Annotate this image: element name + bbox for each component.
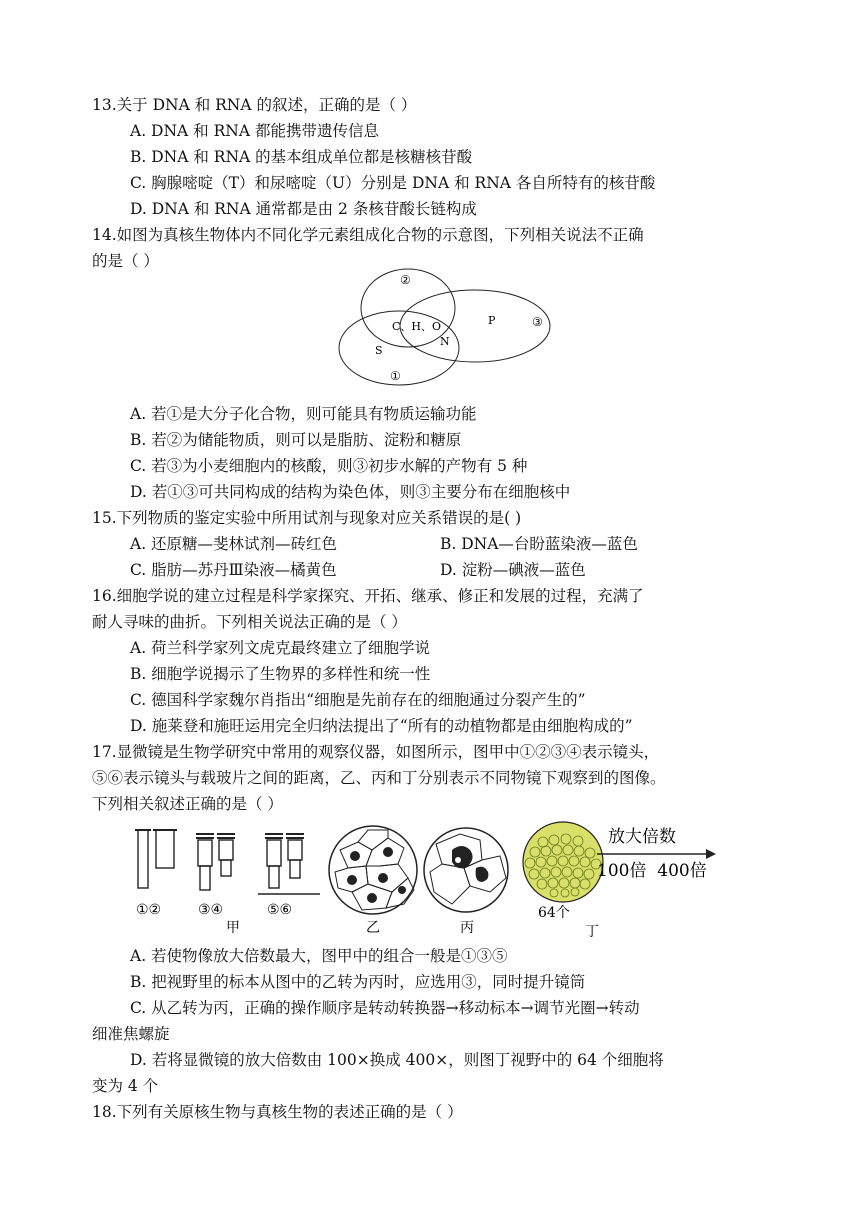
cell-count-label: 64个 — [538, 905, 570, 921]
venn-label-2: ② — [400, 273, 411, 287]
eyepiece-lens-2 — [153, 830, 177, 868]
q16-stem-line2: 耐人寻味的曲折。下列相关说法正确的是（ ） — [92, 613, 407, 631]
q14-option-d: D. 若①③可共同构成的结构为染色体，则③主要分布在细胞核中 — [130, 483, 571, 501]
label-ding: 丁 — [585, 924, 599, 938]
q17-stem-line1: 17.显微镜是生物学研究中常用的观察仪器，如图所示，图甲中①②③④表示镜头， — [92, 743, 660, 761]
q17-stem-line2: ⑤⑥表示镜头与载玻片之间的距离，乙、丙和丁分别表示不同物镜下观察到的图像。 — [92, 769, 666, 787]
q17-option-d-line1: D. 若将显微镜的放大倍数由 100×换成 400×，则图丁视野中的 64 个细胞将 — [130, 1051, 664, 1069]
venn-element-p: P — [488, 314, 496, 327]
q14-stem-line2: 的是（ ） — [92, 252, 159, 270]
q15-option-b: B. DNA—台盼蓝染液—蓝色 — [440, 535, 638, 553]
q13-option-d: D. DNA 和 RNA 通常都是由 2 条核苷酸长链构成 — [130, 200, 477, 218]
q15-option-c: C. 脂肪—苏丹Ⅲ染液—橘黄色 — [130, 561, 337, 579]
q15-stem: 15.下列物质的鉴定实验中所用试剂与现象对应关系错误的是( ) — [92, 509, 522, 527]
objective-distance-6 — [286, 834, 304, 878]
q16-option-a: A. 荷兰科学家列文虎克最终建立了细胞学说 — [130, 639, 431, 657]
venn-label-1: ① — [390, 369, 401, 383]
q16-option-b: B. 细胞学说揭示了生物界的多样性和统一性 — [130, 665, 431, 683]
q16-option-d: D. 施莱登和施旺运用完全归纳法提出了“所有的动植物都是由细胞构成的” — [130, 717, 633, 735]
magnification-arrow — [597, 849, 716, 859]
q14-stem-line1: 14.如图为真核生物体内不同化学元素组成化合物的示意图，下列相关说法不正确 — [92, 226, 644, 244]
q17-option-a: A. 若使物像放大倍数最大，图甲中的组合一般是①③⑤ — [130, 947, 508, 965]
lens-label-56: ⑤⑥ — [267, 902, 293, 918]
q14-option-c: C. 若③为小麦细胞内的核酸，则③初步水解的产物有 5 种 — [130, 457, 528, 475]
objective-lens-3 — [196, 834, 214, 890]
q16-stem-line1: 16.细胞学说的建立过程是科学家探究、开拓、继承、修正和发展的过程，充满了 — [92, 587, 644, 605]
microscope-figure — [130, 820, 720, 938]
q13-option-b: B. DNA 和 RNA 的基本组成单位都是核糖核苷酸 — [130, 148, 473, 166]
q17-option-b: B. 把视野里的标本从图中的乙转为丙时，应选用③，同时提升镜筒 — [130, 973, 586, 991]
q13-option-c: C. 胸腺嘧啶（T）和尿嘧啶（U）分别是 DNA 和 RNA 各自所特有的核苷酸 — [130, 174, 656, 192]
magnification-values: 100倍 400倍 — [597, 861, 707, 881]
q14-option-a: A. 若①是大分子化合物，则可能具有物质运输功能 — [130, 405, 477, 423]
q14-option-b: B. 若②为储能物质，则可以是脂肪、淀粉和糖原 — [130, 431, 462, 449]
q15-option-a: A. 还原糖—斐林试剂—砖红色 — [130, 535, 338, 553]
lens-label-12: ①② — [136, 902, 162, 918]
q18-stem: 18.下列有关原核生物与真核生物的表述正确的是（ ） — [92, 1103, 463, 1121]
venn-label-3: ③ — [532, 315, 543, 329]
objective-lens-4 — [217, 834, 235, 876]
venn-element-n: N — [440, 335, 450, 348]
label-jia: 甲 — [226, 920, 240, 936]
venn-diagram — [330, 262, 560, 390]
venn-center-elements: C、H、O — [392, 320, 442, 333]
q16-option-c: C. 德国科学家魏尔肖指出“细胞是先前存在的细胞通过分裂产生的” — [130, 691, 586, 709]
venn-element-s: S — [375, 344, 383, 357]
q17-option-c-line1: C. 从乙转为丙，正确的操作顺序是转动转换器→移动标本→调节光圈→转动 — [130, 999, 640, 1017]
q17-option-c-line2: 细准焦螺旋 — [92, 1025, 170, 1043]
lens-label-34: ③④ — [198, 902, 224, 918]
label-yi: 乙 — [366, 920, 380, 936]
objective-distance-5 — [265, 834, 283, 888]
magnification-title: 放大倍数 — [608, 827, 676, 847]
eyepiece-lens-1 — [135, 830, 151, 888]
q17-stem-line3: 下列相关叙述正确的是（ ） — [92, 795, 283, 813]
label-bing: 丙 — [460, 920, 474, 936]
q17-option-d-line2: 变为 4 个 — [92, 1077, 159, 1095]
field-view-yi — [329, 826, 417, 914]
field-view-ding — [523, 822, 603, 902]
field-view-bing — [424, 828, 508, 912]
q13-option-a: A. DNA 和 RNA 都能携带遗传信息 — [130, 122, 379, 140]
q13-stem: 13.关于 DNA 和 RNA 的叙述，正确的是（ ） — [92, 96, 417, 114]
q15-option-d: D. 淀粉—碘液—蓝色 — [440, 561, 586, 579]
